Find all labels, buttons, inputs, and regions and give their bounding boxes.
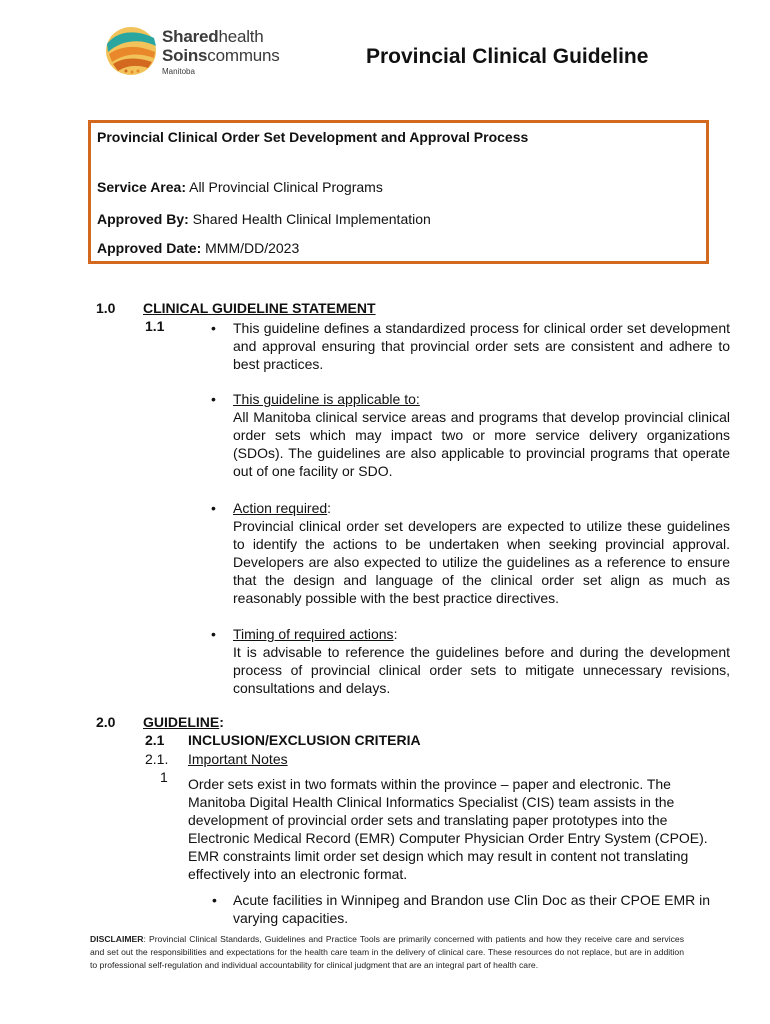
disclaimer-text: : Provincial Clinical Standards, Guidelines and Practice Tools are primarily concerned with patients and how they receive care and services and set out the responsibilities and expectations for the health care team in the delivery of clinical care. These resources do not replace, but are in addition to professional self-regulation and individual accountability for clinical judgment that are an integral part of health care. xyxy=(90,934,684,970)
guideline-purpose-text: This guideline defines a standardized process for clinical order set development and approval ensuring that provincial order sets are consistent and adhere to best practices. xyxy=(233,320,730,372)
approved-by-row xyxy=(97,211,431,227)
applicability-title: This guideline is applicable to: xyxy=(233,391,420,407)
document-heading-text: Provincial Clinical Order Set Development and Approval Process xyxy=(97,129,529,145)
document-heading xyxy=(97,129,528,145)
action-required-text: Provincial clinical order set developers are expected to utilize these guidelines to identify the actions to be undertaken when seeking provincial approval. Developers are also expected to utilize the guidelines as a reference to ensure that the design and language of the clinical order set align as much as reasonably possible with the best practice directives. xyxy=(233,518,730,606)
approved-date-value: MMM/DD/2023 xyxy=(201,240,300,256)
timing-title xyxy=(233,625,397,643)
bullet-dot: • xyxy=(211,500,216,516)
logo-soins-text: Soins xyxy=(162,46,208,65)
timing-colon: : xyxy=(393,626,398,642)
action-required-title-text: Action required xyxy=(233,500,328,516)
timing-title-text: Timing of required actions xyxy=(233,626,394,642)
section-2-heading-colon: : xyxy=(219,714,224,730)
order-set-formats-paragraph: Order sets exist in two formats within the province – paper and electronic. The Manitoba Digital Health Clinical Informatics Specialist (CIS) team assists in the development of provincial order sets and translating paper prototypes into the Electronic Medical Record (EMR) Computer Physician Order Entry System (CPOE). EMR constraints limit order set design which may result in content not translating effectively into an electronic format. xyxy=(188,776,708,882)
subsection-2-1-number: 2.1 xyxy=(145,732,165,748)
applicability-text: All Manitoba clinical service areas and programs that develop provincial clinical order sets which may impact two or more service delivery organizations (SDOs). The guidelines are also applicable to provincial programs that operate out of one facility or SDO. xyxy=(233,409,730,479)
page-title: Provincial Clinical Guideline xyxy=(366,45,649,68)
shared-health-logo xyxy=(104,24,294,80)
service-area-value: All Provincial Clinical Programs xyxy=(185,179,383,195)
subsection-2-1-1-number-a: 2.1. xyxy=(145,751,169,767)
document-info-box xyxy=(88,120,709,264)
section-2-heading xyxy=(143,713,224,731)
disclaimer xyxy=(90,933,684,972)
section-2-number: 2.0 xyxy=(96,714,116,730)
subsection-2-1-heading: INCLUSION/EXCLUSION CRITERIA xyxy=(188,732,421,748)
section-1-number: 1.0 xyxy=(96,300,116,316)
logo-communs-text: communs xyxy=(207,46,280,65)
bullet-dot: • xyxy=(212,892,217,908)
approved-date-row xyxy=(97,240,299,256)
action-required-title xyxy=(233,499,331,517)
approved-by-value: Shared Health Clinical Implementation xyxy=(188,211,431,227)
approved-date-label: Approved Date: xyxy=(97,240,202,256)
logo-shared-text: Shared xyxy=(162,27,219,46)
logo-health-text: health xyxy=(218,27,264,46)
subsection-2-1-1-number-b: 1 xyxy=(160,769,168,785)
bullet-dot: • xyxy=(211,320,216,336)
important-notes-heading: Important Notes xyxy=(188,751,288,767)
bullet-dot: • xyxy=(211,391,216,407)
action-required-colon: : xyxy=(327,500,332,516)
acute-facilities-text: Acute facilities in Winnipeg and Brandon use Clin Doc as their CPOE EMR in varying capacities. xyxy=(233,892,710,926)
service-area-row xyxy=(97,179,383,195)
shared-health-logo-icon xyxy=(104,24,160,78)
service-area-label: Service Area: xyxy=(97,179,186,195)
approved-by-label: Approved By: xyxy=(97,211,189,227)
logo-manitoba-text: Manitoba xyxy=(162,67,195,76)
disclaimer-label: DISCLAIMER xyxy=(90,934,144,944)
timing-text: It is advisable to reference the guidelines before and during the development process of provincial clinical order sets to mitigate unnecessary revisions, consultations and delays. xyxy=(233,644,730,696)
section-1-heading: CLINICAL GUIDELINE STATEMENT xyxy=(143,300,376,316)
subsection-1-1-number: 1.1 xyxy=(145,318,165,334)
bullet-dot: • xyxy=(211,626,216,642)
section-2-heading-text: GUIDELINE xyxy=(143,714,220,730)
